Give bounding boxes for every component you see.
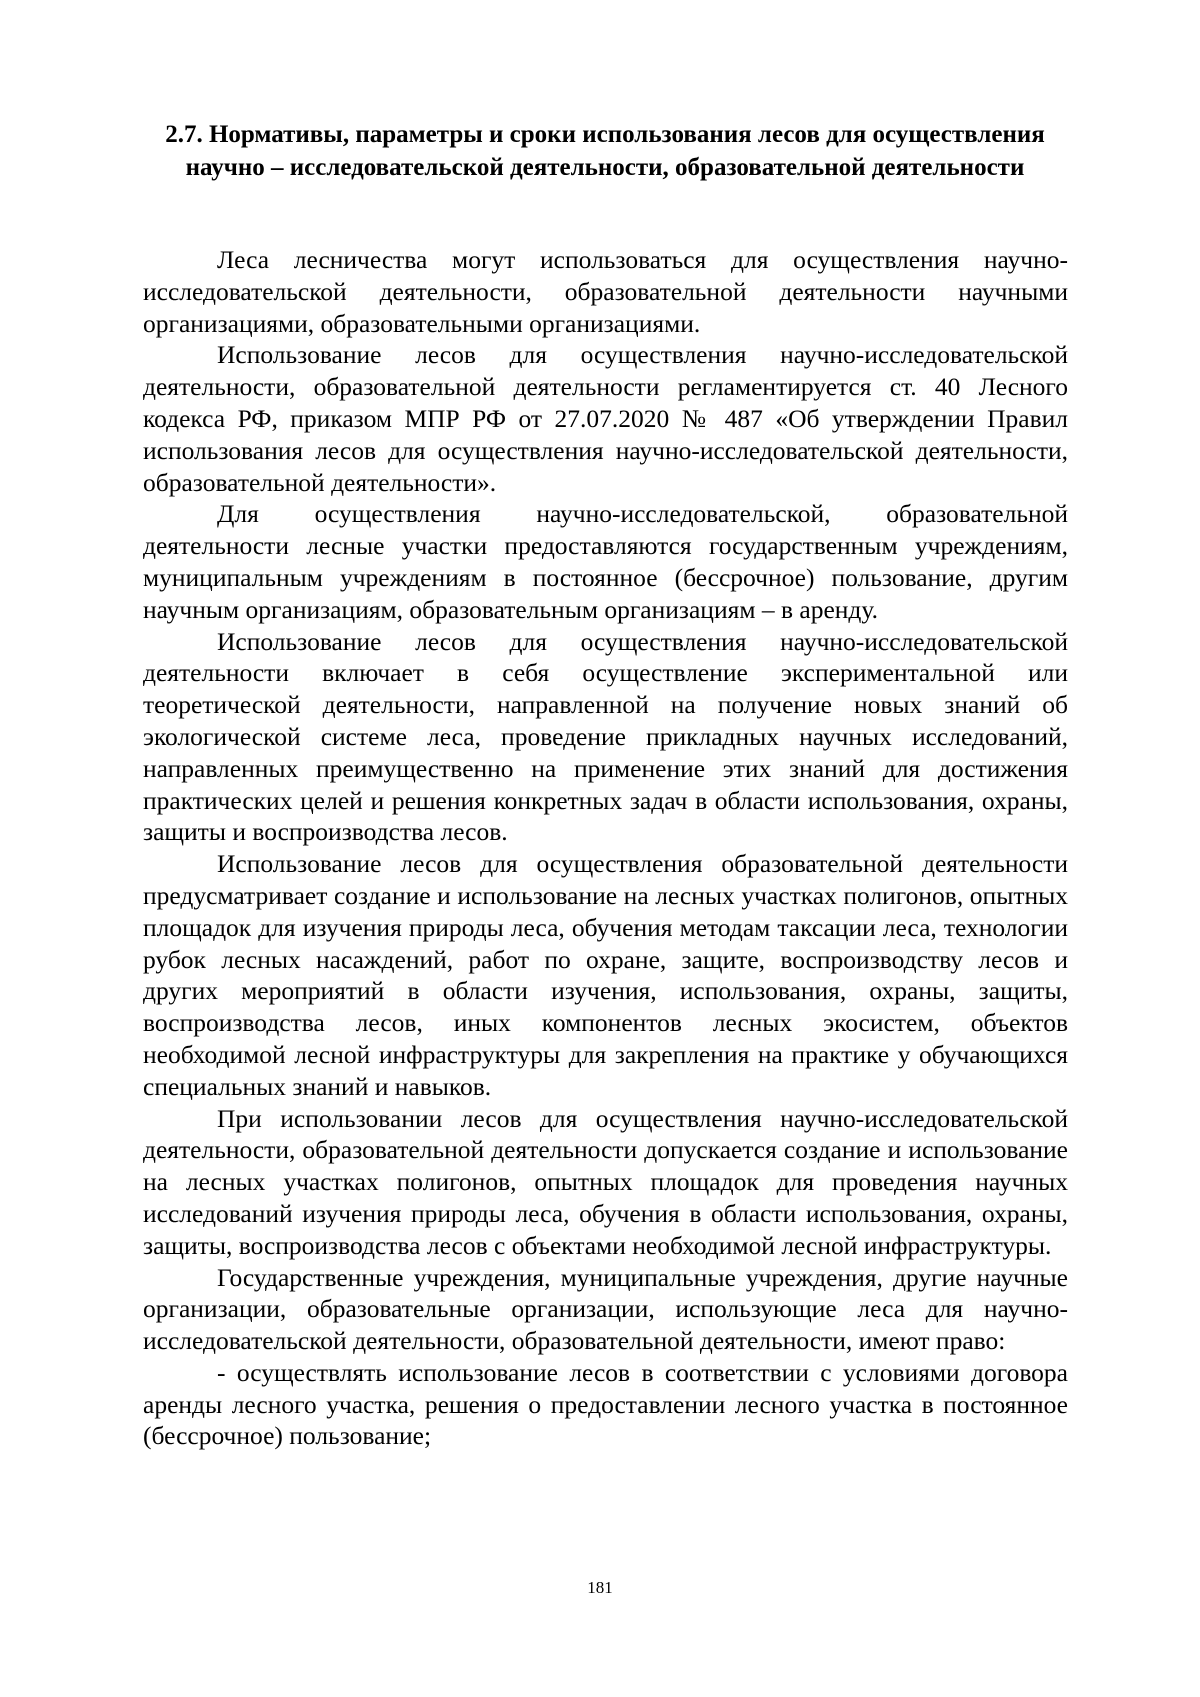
section-title: 2.7. Нормативы, параметры и сроки использования лесов для осуществления научно – исследовательской деятельности, образовательной деятельности [165, 121, 1045, 181]
page-number: 181 [587, 1578, 613, 1597]
document-body [143, 244, 1068, 1452]
list-item-1: - осуществлять использование лесов в соответствии с условиями договора аренды лесного участка, решения о предоставлении лесного участка в постоянное (бессрочное) пользование; [143, 1357, 1068, 1451]
paragraph-2: Использование лесов для осуществления научно-исследовательской деятельности, образовательной деятельности регламентируется ст. 40 Лесного кодекса РФ, приказом МПР РФ от 27.07.2020 № 487 «Об утверждении Правил использования лесов для осуществления научно-исследовательской деятельности, образовательной деятельности». [143, 340, 1068, 497]
paragraph-3: Для осуществления научно-исследовательской, образовательной деятельности лесные участки предоставляются государственным учреждениям, муниципальным учреждениям в постоянное (бессрочное) пользование, другим научным организациям, образовательным организациям – в аренду. [143, 499, 1068, 624]
paragraph-7: Государственные учреждения, муниципальные учреждения, другие научные организации, образовательные организации, использующие леса для научно-исследовательской деятельности, образовательной деятельности, имеют право: [143, 1262, 1068, 1356]
paragraph-1: Леса лесничества могут использоваться для осуществления научно-исследовательской деятельности, образовательной деятельности научными организациями, образовательными организациями. [143, 245, 1068, 338]
paragraph-5: Использование лесов для осуществления образовательной деятельности предусматривает создание и использование на лесных участках полигонов, опытных площадок для изучения природы леса, обучения методам таксации леса, технологии рубок лесных насаждений, работ по охране, защите, воспроизводству лесов и других мероприятий в области изучения, использования, охраны, защиты, воспроизводства лесов, иных компонентов лесных экосистем, объектов необходимой лесной инфраструктуры для закрепления на практике у обучающихся специальных знаний и навыков. [143, 849, 1068, 1101]
paragraph-6: При использовании лесов для осуществления научно-исследовательской деятельности, образовательной деятельности допускается создание и использование на лесных участках полигонов, опытных площадок для проведения научных исследований изучения природы леса, обучения в области использования, охраны, защиты, воспроизводства лесов с объектами необходимой лесной инфраструктуры. [143, 1103, 1068, 1260]
paragraph-4: Использование лесов для осуществления научно-исследовательской деятельности включает в себя осуществление экспериментальной или теоретической деятельности, направленной на получение новых знаний об экологической системе леса, проведение прикладных научных исследований, направленных преимущественно на применение этих знаний для достижения практических целей и решения конкретных задач в области использования, охраны, защиты и воспроизводства лесов. [143, 626, 1068, 847]
